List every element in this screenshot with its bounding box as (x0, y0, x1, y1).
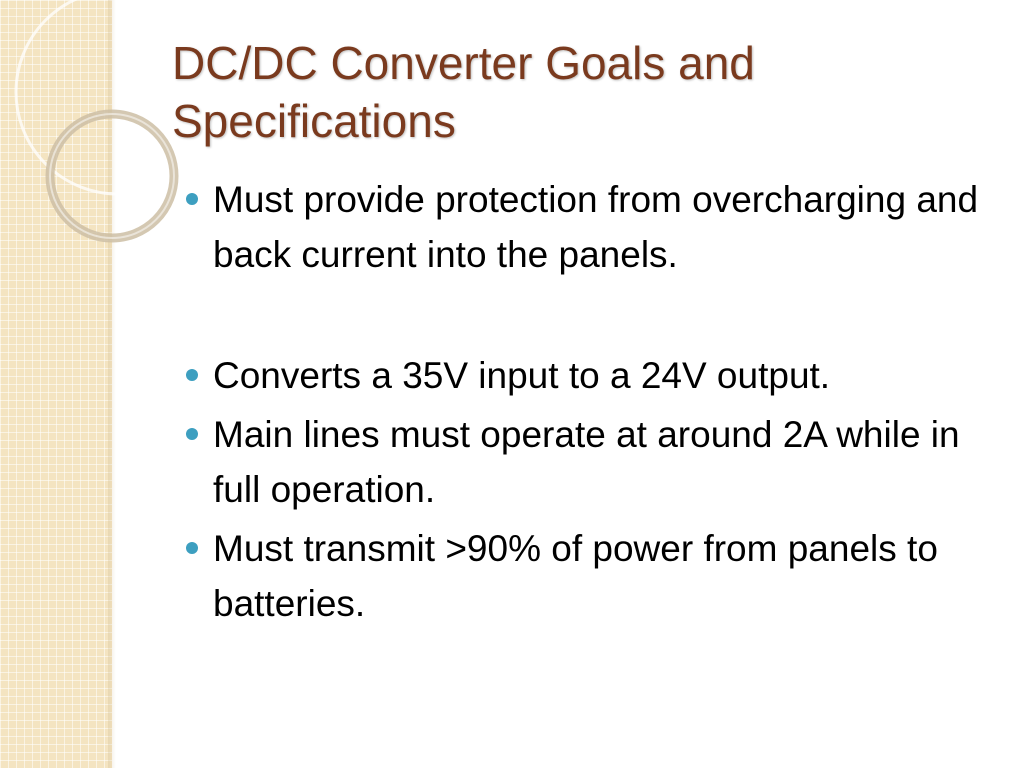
bullet-text: Main lines must operate at around 2A while in full operation. (213, 414, 960, 510)
bullet-icon (186, 369, 198, 381)
bullet-text: Must provide protection from overcharging and back current into the panels. (213, 179, 979, 275)
bullet-text: Converts a 35V input to a 24V output. (213, 355, 831, 396)
bullet-item (186, 521, 1001, 631)
slide-title: DC/DC Converter Goals and Specifications (172, 37, 755, 147)
bullet-icon (186, 542, 198, 554)
bullet-text: Must transmit >90% of power from panels to batteries. (213, 528, 938, 624)
bullet-item (186, 348, 1001, 403)
bullet-icon (186, 193, 198, 205)
small-ring-highlight (50, 114, 174, 238)
bullet-list (186, 172, 1001, 635)
bullet-icon (186, 428, 198, 440)
bullet-item (186, 407, 1001, 517)
bullet-item (186, 172, 1001, 282)
decorative-rings (0, 0, 140, 260)
